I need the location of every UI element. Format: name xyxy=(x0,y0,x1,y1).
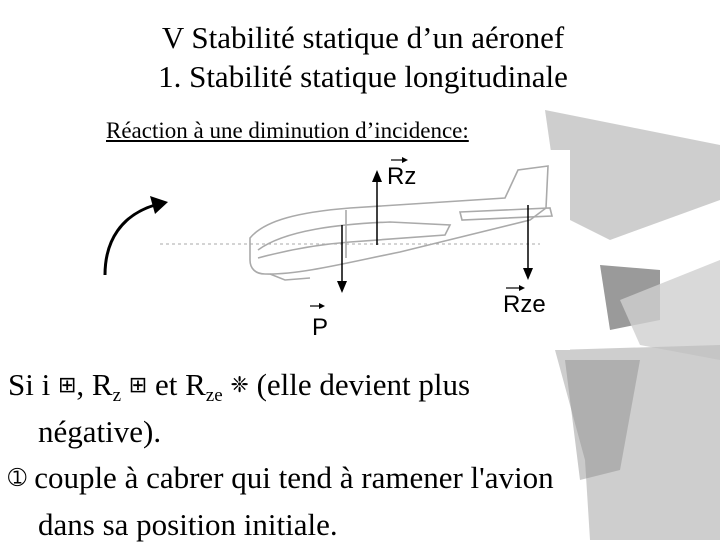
reaction-label: Réaction à une diminution d’incidence: xyxy=(106,118,469,143)
tail-lift-vector-label: Rze xyxy=(503,291,546,318)
rz-subscript: z xyxy=(112,385,122,406)
devient-plus-text: (elle devient plus xyxy=(256,367,471,402)
lift-vector-label: Rz xyxy=(387,163,417,190)
explanation-line-1: Si i ⊞, $R_z$ ⊞ et $R_{ze}$ ❈ (elle devient plus xyxy=(8,367,471,406)
title-line-1: V Stabilité statique d’un aéronef xyxy=(161,20,565,55)
title-line-2: 1. Stabilité statique longitudinale xyxy=(158,59,568,94)
explanation-line-4: dans sa position initiale. xyxy=(38,507,338,542)
diagram-background xyxy=(100,150,570,350)
weight-vector-label: P xyxy=(312,314,329,341)
si-i-text: Si i xyxy=(8,367,51,402)
result-pointer-icon: ➀ xyxy=(8,466,27,491)
stability-diagram xyxy=(100,150,570,350)
rz-text: R xyxy=(91,367,113,402)
explanation-line-3 xyxy=(8,455,708,502)
explanation-text xyxy=(8,362,708,548)
slide-title xyxy=(0,18,720,96)
increase-symbol-icon: ❈ xyxy=(230,373,249,398)
couple-text: couple à cabrer qui tend à ramener l'avion xyxy=(34,460,554,495)
decrease-symbol-icon: ⊞ xyxy=(128,373,148,398)
rze-subscript: ze xyxy=(205,385,223,406)
explanation-line-2: négative). xyxy=(38,414,162,449)
et-rze-text: et R xyxy=(154,367,206,402)
decrease-symbol-icon: ⊞ xyxy=(57,373,77,398)
